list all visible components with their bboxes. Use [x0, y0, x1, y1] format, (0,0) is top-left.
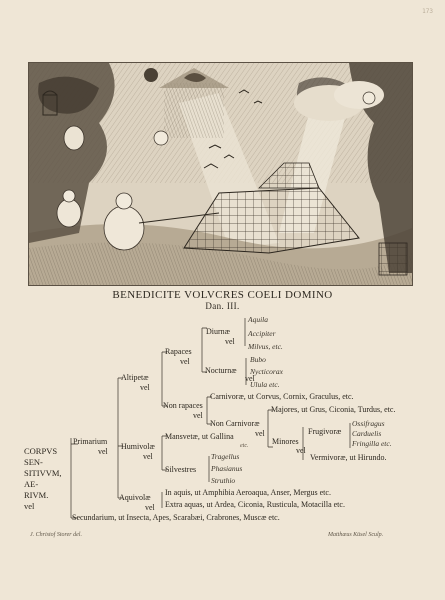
label-non-rapaces: Non rapaces [163, 401, 203, 410]
label-humivolae: Humivolæ [121, 442, 155, 451]
label-rapaces-vel: vel [180, 357, 190, 366]
label-diurnae-vel: vel [225, 337, 235, 346]
majores-text: Majores, ut Grus, Ciconia, Turdus, etc. [271, 405, 396, 414]
root-line-4: AE- [24, 479, 39, 489]
label-nocturnae: Nocturnæ [205, 366, 237, 375]
label-aquivolae-vel: vel [145, 503, 155, 512]
label-diurnae: Diurnæ [206, 327, 230, 336]
corner-mark: 173 [422, 8, 433, 15]
species-nycticorax: Nycticorax [250, 367, 283, 376]
extra-aquas-text: Extra aquas, ut Ardea, Ciconia, Rusticula, Motacilla etc. [165, 500, 345, 509]
caption-title: BENEDICITE VOLVCRES COELI DOMINO [112, 289, 333, 301]
label-carnivorae [210, 393, 354, 401]
label-non-rapaces-vel: vel [193, 411, 203, 420]
label-minores-vel: vel [296, 446, 306, 455]
label-primarium: Primarium [73, 437, 108, 446]
in-aquis-text: In aquis, ut Amphibia Aeroaqua, Anser, Mergus etc. [165, 488, 331, 497]
label-minores: Minores [272, 437, 299, 446]
label-aquivolae: Aquivolæ [119, 493, 151, 502]
secundarium-text: Secundarium, ut Insecta, Apes, Scarabæi, Crabrones, Muscæ etc. [72, 513, 280, 522]
signature-engraver: Matthæus Küsel Sculp. [328, 532, 384, 538]
label-nocturnae-vel: vel [245, 374, 255, 383]
label-extra-aquas [165, 501, 345, 509]
label-humivolae-vel: vel [143, 452, 153, 461]
label-vermivorae: Vermivoræ, ut Hirundo. [310, 453, 387, 462]
species-struthio: Struthio [211, 476, 236, 485]
root-line-6: vel [24, 501, 35, 511]
label-in-aquis [165, 489, 331, 497]
engraving-illustration [28, 62, 413, 286]
label-majores [271, 406, 395, 414]
label-secundarium [72, 514, 280, 522]
species-fringilla: Fringilla etc. [352, 439, 392, 448]
caption-reference: Dan. III. [205, 301, 240, 311]
species-tragellus: Tragellus [211, 452, 240, 461]
label-altipetae: Altipetæ [121, 373, 149, 382]
label-non-carnivorae: Non Carnivoræ [210, 419, 260, 428]
root-corpus-sensitivum-aerium [24, 446, 62, 512]
root-line-1: CORPVS [24, 446, 58, 456]
root-line-5: RIVM. [24, 490, 49, 500]
label-mansuetae-etc: etc. [240, 443, 249, 449]
species-bubo: Bubo [250, 355, 266, 364]
species-milvus: Milvus, etc. [248, 342, 283, 351]
species-phasianus: Phasianus [211, 464, 243, 473]
species-ulula: Ulula etc. [250, 380, 280, 389]
root-line-2: SEN- [24, 457, 43, 467]
species-accipiter: Accipiter [248, 329, 276, 338]
root-line-3: SITIVVM, [24, 468, 62, 478]
signature-draughtsman: J. Christof Storer del. [30, 532, 82, 538]
engraving-scene [29, 63, 412, 285]
label-primarium-vel: vel [98, 447, 108, 456]
carnivorae-text: Carnivoræ, ut Corvus, Cornix, Graculus, etc. [210, 392, 354, 401]
label-silvestres: Silvestres [165, 465, 197, 474]
label-frugivorae: Frugivoræ [308, 427, 342, 436]
species-ossifragus: Ossifragus [352, 419, 385, 428]
label-altipetae-vel: vel [140, 383, 150, 392]
label-mansuetae: Mansvetæ, ut Gallina [165, 432, 234, 441]
species-aquila: Aquila [248, 315, 268, 324]
species-carduelis: Carduelis [352, 429, 382, 438]
label-rapaces: Rapaces [165, 347, 192, 356]
label-non-carnivorae-vel: vel [255, 429, 265, 438]
